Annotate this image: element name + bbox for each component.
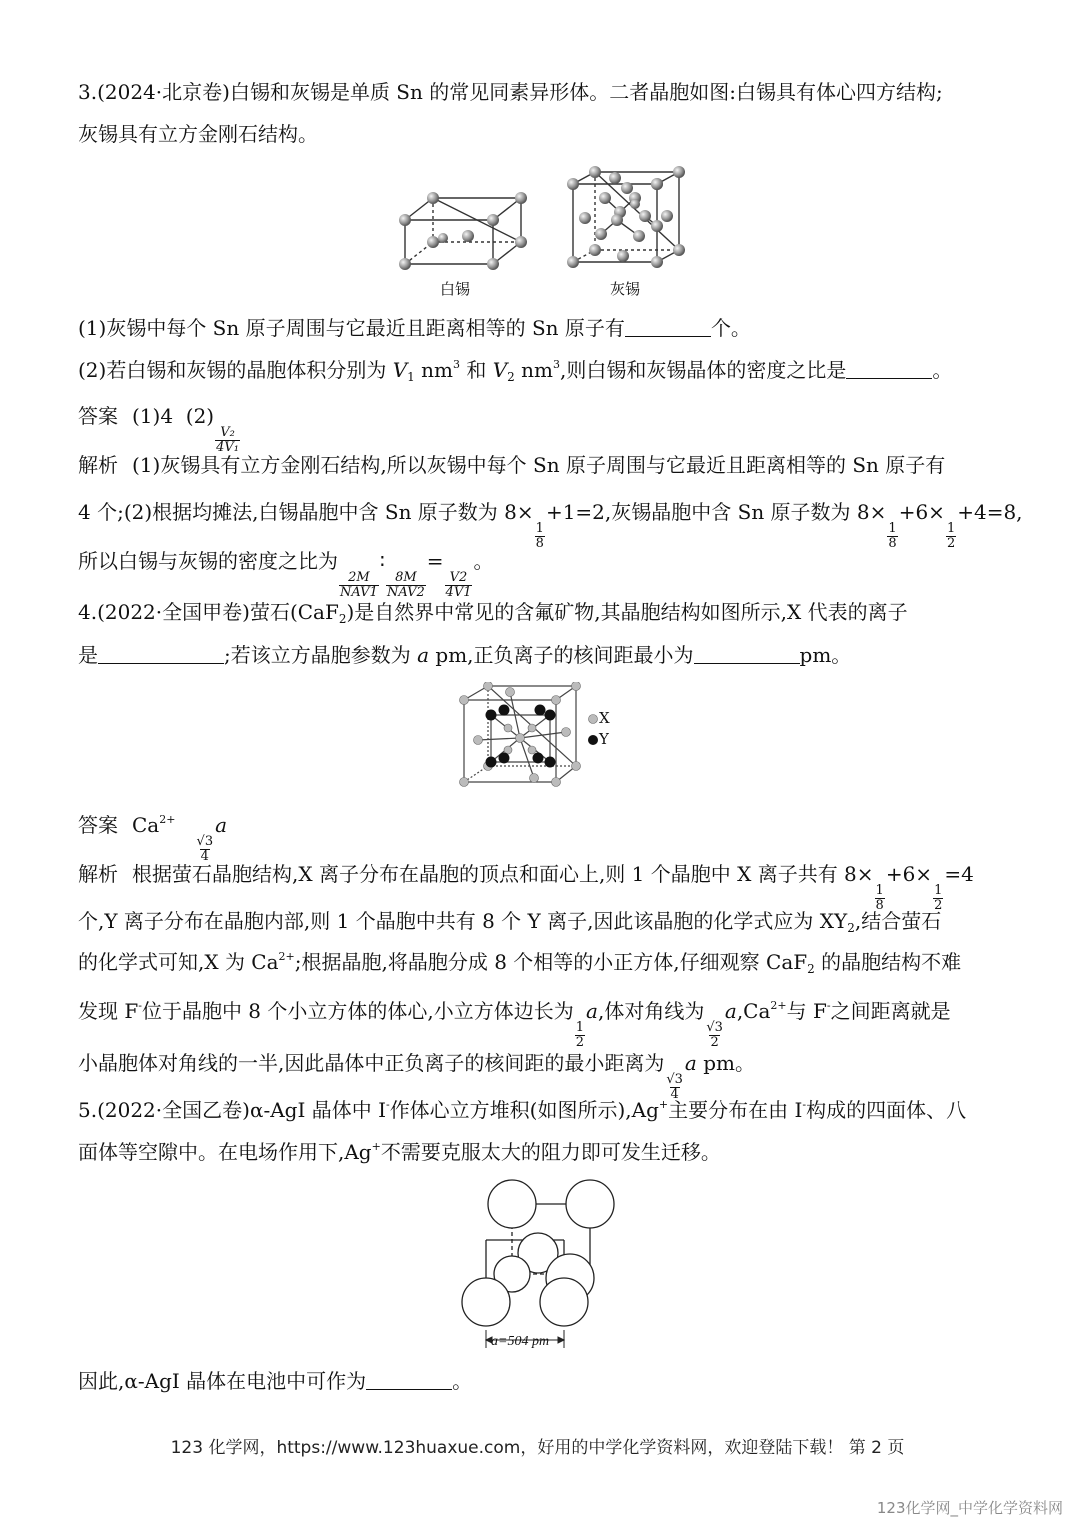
q3-answer: 答案 (1)4 (2) $\frac{\text{V₂}}{\text{4V₁}}$ — [78, 404, 239, 455]
answer-blank[interactable] — [98, 645, 224, 664]
q4-analysis-l5: 小晶胞体对角线的一半,因此晶体中正负离子的核间距的最小距离为 $\frac{√3}{4}$ a pm。 — [78, 1051, 755, 1102]
q4-analysis-l4: 发现 F-位于晶胞中 8 个小立方体的体心,小立方体边长为 $\frac{1}{2}$ a,体对角线为 $\frac{√3}{2}$ $a,Ca^{2+}$与 F-之间距离就是 — [78, 999, 951, 1050]
white-tin-caption: 白锡 — [440, 280, 471, 298]
white-tin-cell — [405, 198, 521, 264]
q3-analysis-l2: 4 个;(2)根据均摊法,白锡晶胞中含 Sn 原子数为 8× $\frac{1}{8}$ +1=2,灰锡晶胞中含 Sn 原子数为 8× $\frac{1}{8}$ +6× $\frac{1}{2}$ +4=8, — [78, 500, 1023, 551]
q4-analysis-l1: 解析 根据萤石晶胞结构,X 离子分布在晶胞的顶点和面心上,则 1 个晶胞中 X 离子共有 8× $\frac{1}{8}$ +6× $\frac{1}{2}$ =4 — [78, 862, 974, 913]
q3-stem-line2: 灰锡具有立方金刚石结构。 — [78, 122, 318, 146]
answer-blank[interactable] — [366, 1371, 452, 1390]
answer-blank[interactable] — [694, 645, 800, 664]
q4-answer: 答案 $Ca^{2+}$ $\frac{√3}{4}$ a — [78, 813, 228, 864]
legend-y-marker — [588, 735, 598, 745]
page-footer: 123 化学网，https://www.123huaxue.com，好用的中学化学资料网，欢迎登陆下载！ 第 2 页 — [170, 1438, 905, 1458]
q5-stem-line2: 面体等空隙中。在电场作用下,Ag+不需要克服太大的阻力即可发生迁移。 — [78, 1140, 721, 1164]
answer-blank[interactable] — [846, 360, 932, 379]
q4-analysis-l3: 的化学式可知,X 为 $Ca^{2+}$;根据晶胞,将晶胞分成 8 个相等的小正方体,仔细观察 CaF$_2$ 的晶胞结构不难 — [78, 950, 962, 976]
lattice-dimension-label: a=504 pm — [491, 1334, 550, 1349]
q3-sub1: (1)灰锡中每个 Sn 原子周围与它最近且距离相等的 Sn 原子有 个。 — [78, 316, 751, 340]
q5-stem-line1: 5.(2022·全国乙卷)α-AgI 晶体中 I-作体心立方堆积(如图所示),Ag+主要分布在由 I-构成的四面体、八 — [78, 1098, 967, 1122]
q4-analysis-l2: 个,Y 离子分布在晶胞内部,则 1 个晶胞中共有 8 个 Y 离子,因此该晶胞的化学式应为 $XY_2$,结合萤石 — [78, 909, 942, 935]
q4-stem-line1: 4.(2022·全国甲卷)萤石(CaF$_2$)是自然界中常见的含氟矿物,其晶胞结构如图所示,X 代表的离子 — [78, 600, 908, 626]
q3-stem-line1: 3.(2024·北京卷)白锡和灰锡是单质 Sn 的常见同素异形体。二者晶胞如图:白锡具有体心四方结构; — [78, 80, 943, 104]
legend-y-label: Y — [599, 730, 609, 748]
watermark: 123化学网_中学化学资料网 — [876, 1499, 1063, 1517]
q3-analysis-l3: 所以白锡与灰锡的密度之比为 $\frac{2M}{\text{NAV1}}$ ∶ $\frac{8M}{\text{NAV2}}$ = $\frac{V2}{4V1}$ 。 — [78, 549, 494, 600]
answer-blank[interactable] — [625, 318, 711, 337]
agi-bcc-figure — [460, 1178, 620, 1354]
q5-last-line: 因此,α-AgI 晶体在电池中可作为 。 — [78, 1369, 473, 1393]
legend-x-marker — [589, 715, 598, 724]
q3-analysis-l1: 解析 (1)灰锡具有立方金刚石结构,所以灰锡中每个 Sn 原子周围与它最近且距离相等的 Sn 原子有 — [78, 453, 946, 477]
gray-tin-caption: 灰锡 — [610, 280, 641, 298]
q3-sub2: (2)若白锡和灰锡的晶胞体积分别为 $V_1$ $nm^3$ 和 $V_2$ $nm^3$,则白锡和灰锡晶体的密度之比是 。 — [78, 358, 953, 384]
q4-stem-line2: 是 ;若该立方晶胞参数为 a pm,正负离子的核间距最小为 pm。 — [78, 643, 852, 667]
legend-x-label: X — [599, 709, 610, 727]
